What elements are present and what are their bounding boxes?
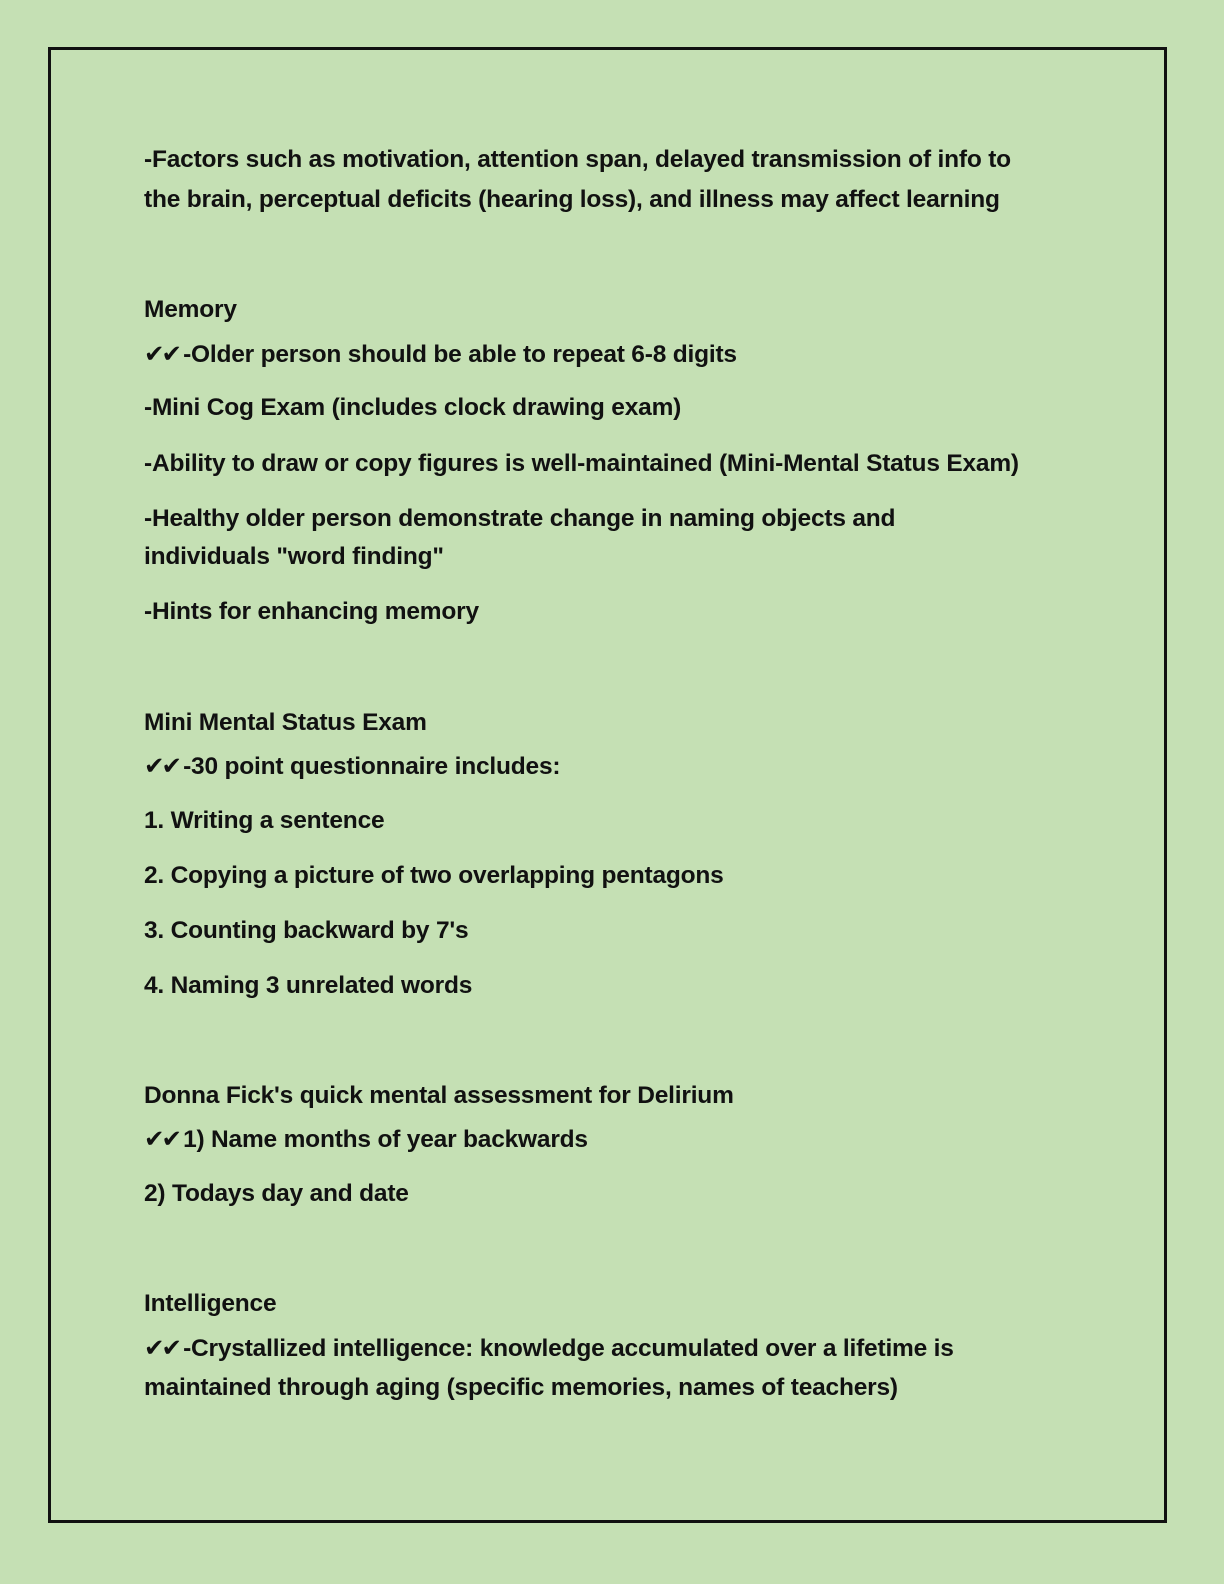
intro-line-2: the brain, perceptual deficits (hearing loss), and illness may affect learning (144, 186, 1000, 213)
mmse-item-1 (144, 746, 1104, 787)
memory-item-3: -Ability to draw or copy figures is well-maintained (Mini-Mental Status Exam) (144, 450, 1019, 477)
delirium-item-1-text: 1) Name months of year backwards (183, 1126, 588, 1153)
double-check-icon: ✔✔ (144, 751, 180, 780)
memory-item-2: -Mini Cog Exam (includes clock drawing exam) (144, 394, 682, 421)
intelligence-item-1-text: -Crystallized intelligence: knowledge accumulated over a lifetime is (183, 1335, 954, 1362)
mmse-item-4: 3. Counting backward by 7's (144, 917, 469, 944)
double-check-icon: ✔✔ (144, 1124, 180, 1153)
delirium-item-2: 2) Todays day and date (144, 1180, 409, 1207)
memory-item-1-text: -Older person should be able to repeat 6-8 digits (183, 341, 737, 368)
mmse-item-3: 2. Copying a picture of two overlapping pentagons (144, 862, 724, 889)
delirium-heading: Donna Fick's quick mental assessment for Delirium (144, 1082, 734, 1109)
mmse-item-5: 4. Naming 3 unrelated words (144, 972, 473, 999)
intelligence-item-1-line-2: maintained through aging (specific memories, names of teachers) (144, 1374, 898, 1401)
intelligence-heading: Intelligence (144, 1290, 277, 1317)
double-check-icon: ✔✔ (144, 1333, 180, 1362)
memory-item-4-line-1: -Healthy older person demonstrate change in naming objects and (144, 505, 896, 532)
mmse-item-2: 1. Writing a sentence (144, 807, 385, 834)
memory-heading: Memory (144, 296, 237, 323)
intelligence-item-1-line-1 (144, 1328, 1104, 1369)
intro-line-1: -Factors such as motivation, attention span, delayed transmission of info to (144, 146, 1011, 173)
memory-item-5: -Hints for enhancing memory (144, 598, 479, 625)
mmse-heading: Mini Mental Status Exam (144, 709, 427, 736)
mmse-item-1-text: -30 point questionnaire includes: (183, 753, 561, 780)
memory-item-4-line-2: individuals "word finding" (144, 543, 444, 570)
double-check-icon: ✔✔ (144, 339, 180, 368)
memory-item-1 (144, 334, 1104, 375)
delirium-item-1 (144, 1119, 1104, 1160)
